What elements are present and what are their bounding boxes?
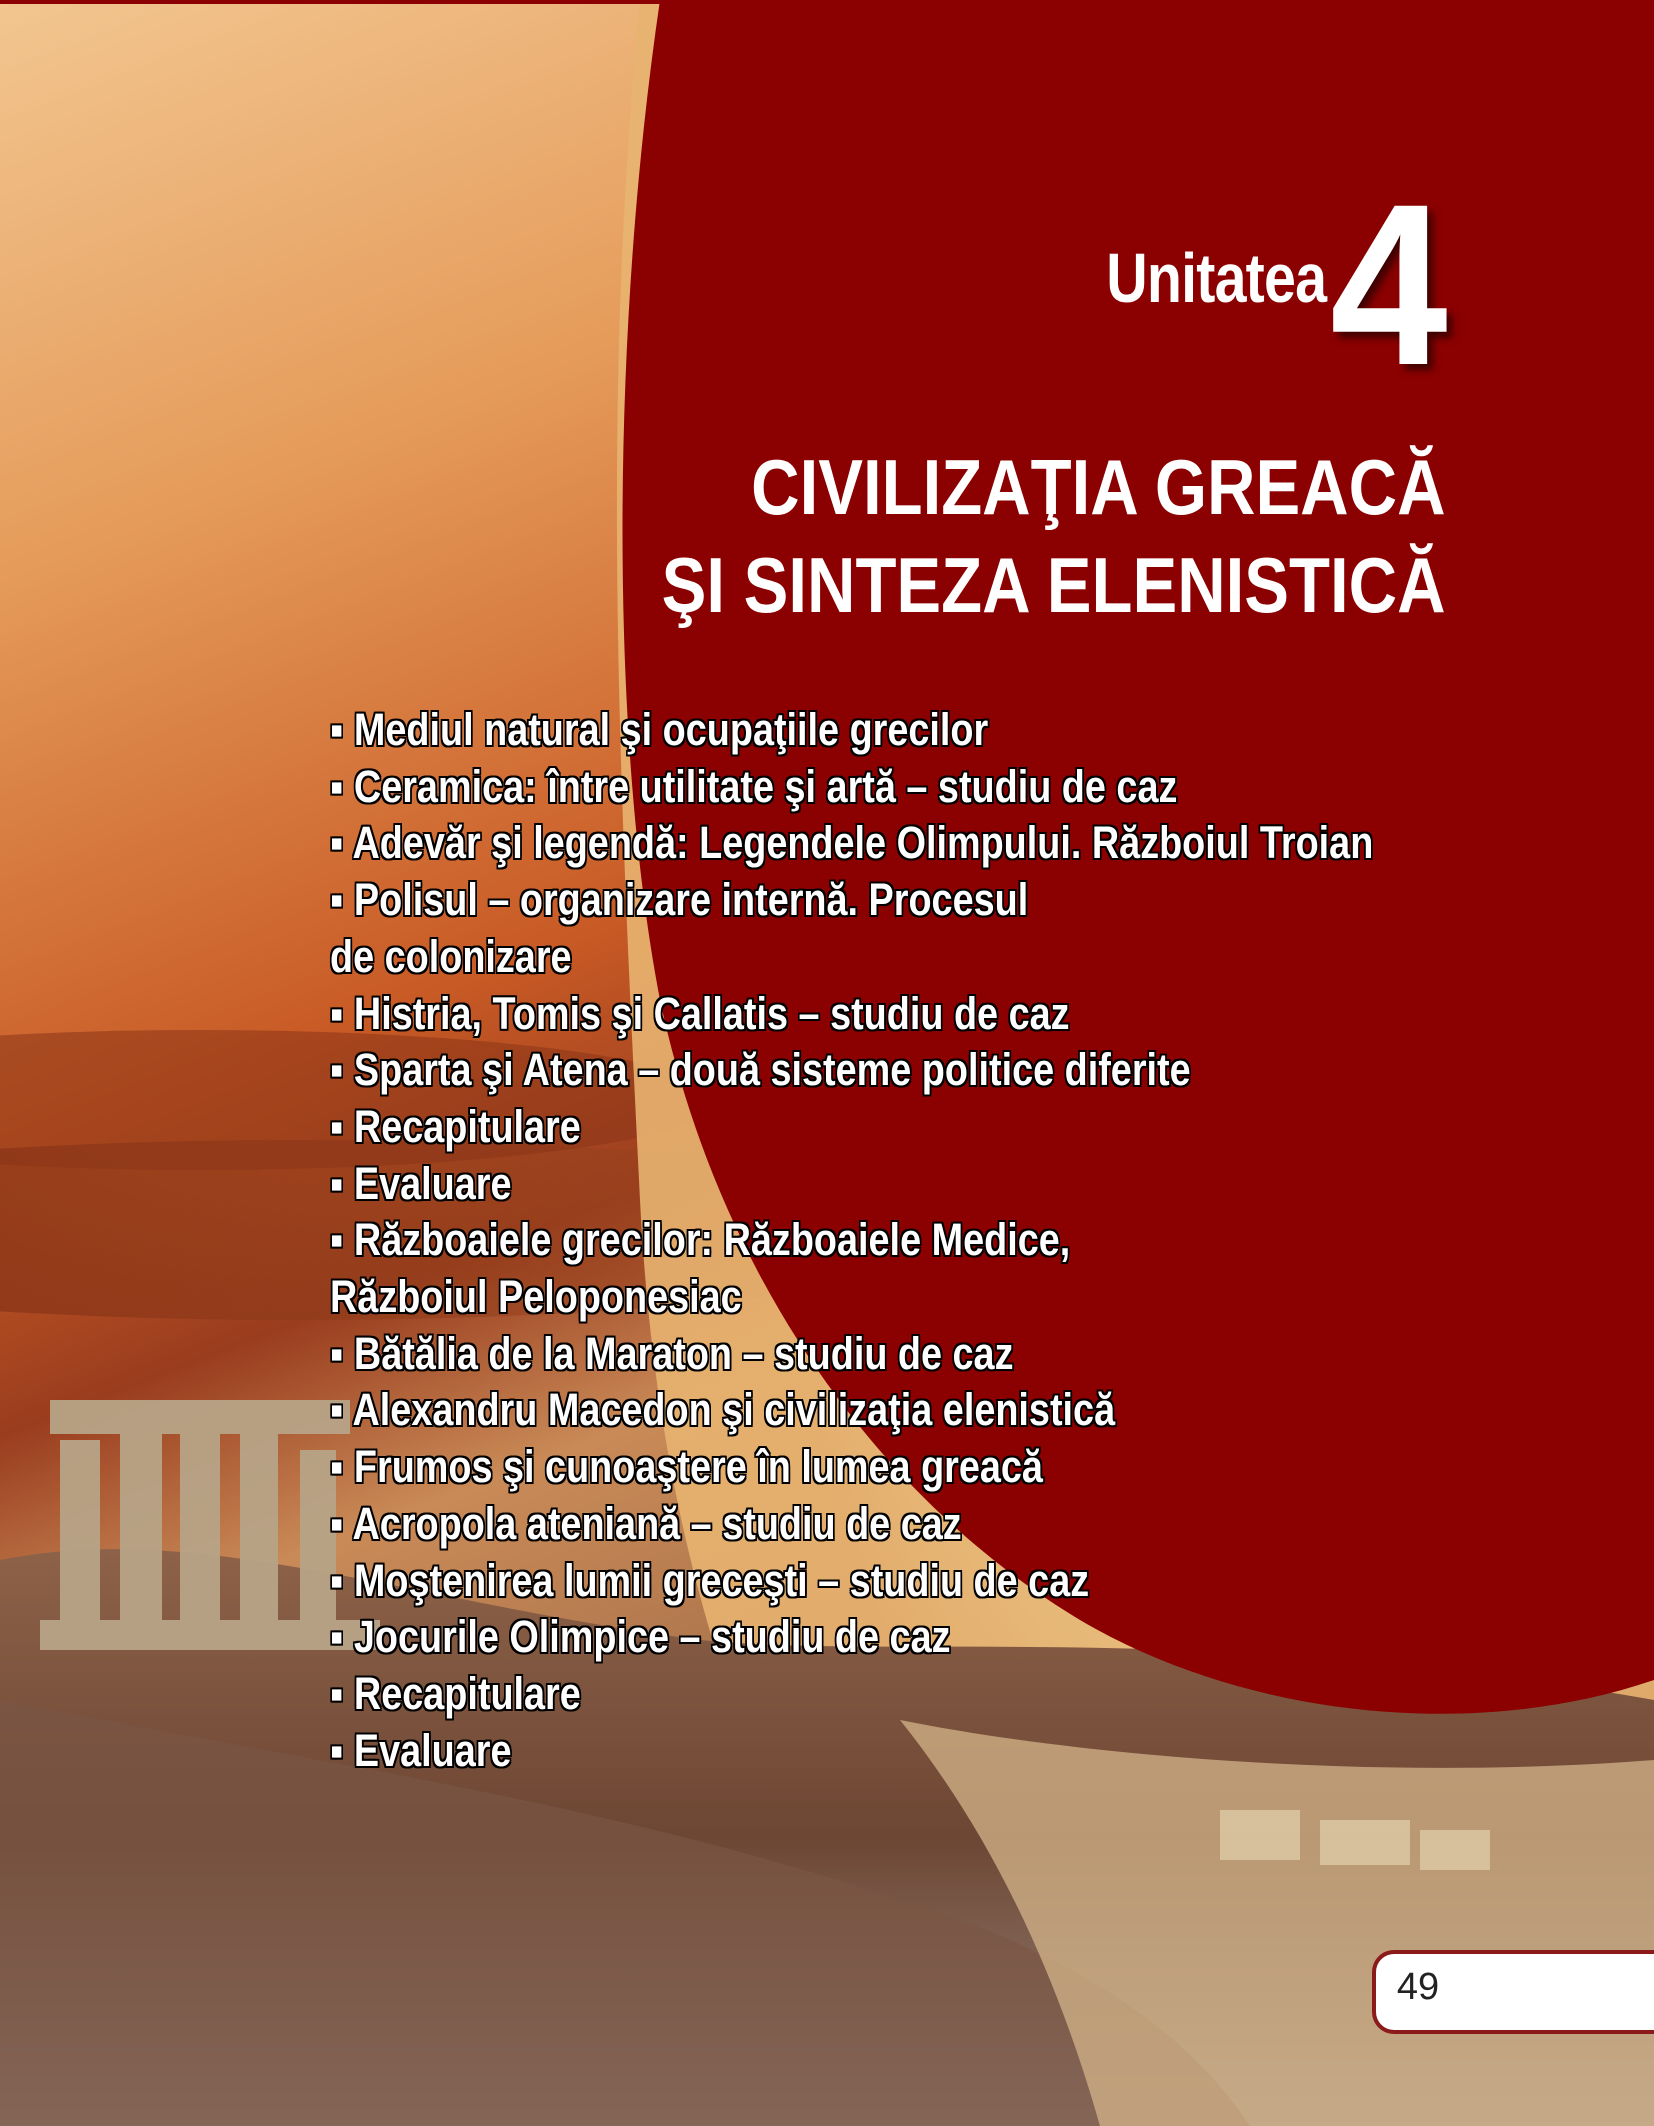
topic-item: ▪ Ceramica: între utilitate şi artă – studiu de caz <box>330 760 1178 812</box>
unit-label: Unitatea <box>1106 239 1326 317</box>
topic-item-continuation: Războiul Peloponesiac <box>330 1271 742 1323</box>
unit-number: 4 <box>1330 156 1448 413</box>
top-border <box>0 0 1654 4</box>
topic-item: ▪ Războaiele grecilor: Războaiele Medice, <box>330 1214 1071 1266</box>
topic-item: ▪ Mediul natural şi ocupaţiile grecilor <box>330 704 989 755</box>
topic-item: ▪ Jocurile Olimpice – studiu de caz <box>330 1611 951 1663</box>
topic-item: ▪ Recapitulare <box>330 1667 581 1719</box>
topic-item: ▪ Histria, Tomis şi Callatis – studiu de caz <box>330 987 1070 1039</box>
chapter-title <box>662 438 1446 634</box>
topic-item: ▪ Acropola ateniană – studiu de caz <box>330 1497 962 1549</box>
topic-item: ▪ Polisul – organizare internă. Procesul <box>330 874 1029 926</box>
page-number: 49 <box>1396 1966 1440 2008</box>
topic-list <box>330 702 1373 1779</box>
chapter-title-line-1: CIVILIZAŢIA GREACĂ <box>751 443 1446 531</box>
topic-item-continuation: de colonizare <box>330 930 572 982</box>
topic-item: ▪ Sparta şi Atena – două sisteme politice diferite <box>330 1044 1191 1096</box>
chapter-title-line-2: ŞI SINTEZA ELENISTICĂ <box>662 541 1446 629</box>
topic-item: ▪ Evaluare <box>330 1157 512 1209</box>
topic-item: ▪ Recapitulare <box>330 1100 581 1152</box>
topic-item: ▪ Adevăr şi legendă: Legendele Olimpului. Războiul Troian <box>330 817 1374 869</box>
topic-item: ▪ Alexandru Macedon şi civilizaţia elenistică <box>330 1384 1116 1436</box>
topic-item: ▪ Bătălia de la Maraton – studiu de caz <box>330 1327 1014 1379</box>
topic-item: ▪ Evaluare <box>330 1724 512 1776</box>
topic-item: ▪ Moştenirea lumii greceşti – studiu de caz <box>330 1554 1090 1606</box>
topic-item: ▪ Frumos şi cunoaştere în lumea greacă <box>330 1441 1043 1493</box>
